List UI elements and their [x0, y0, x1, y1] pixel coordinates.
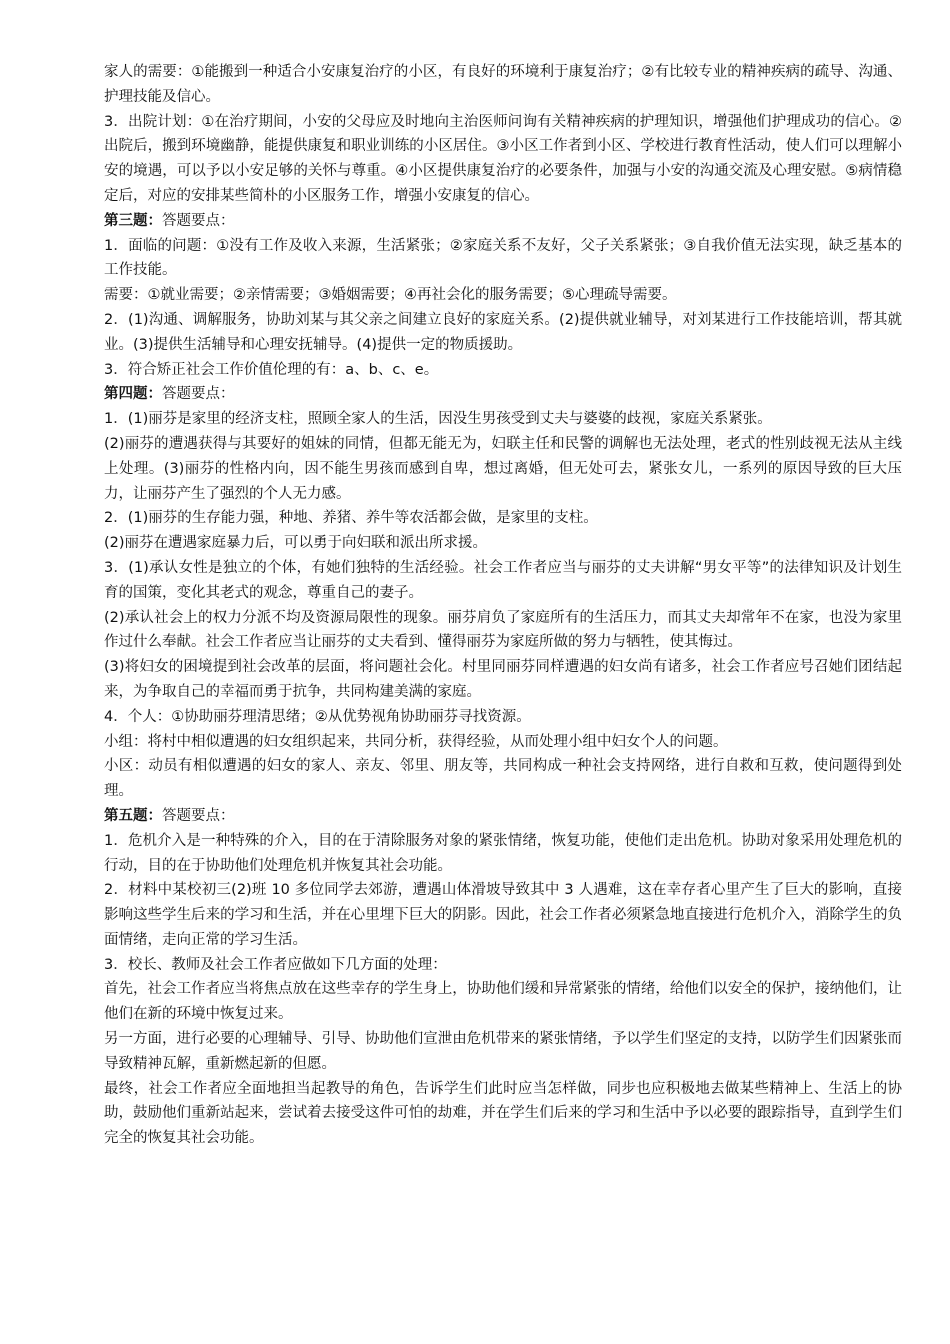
paragraph: 需要：①就业需要；②亲情需要；③婚姻需要；④再社会化的服务需要；⑤心理疏导需要。	[104, 287, 677, 304]
paragraph: 2．材料中某校初三(2)班 10 多位同学去郊游，遭遇山体滑坡导致其中 3 人遇难，这在幸存者心里产生了巨大的影响，直接影响这些学生后来的学习和生活，并在心里埋下巨大的阴影。因此，社会工作者必须紧急地直接进行危机介入，消除学生的负面情绪，走向正常的学习生活。	[104, 882, 902, 948]
paragraph: (2)承认社会上的权力分派不均及资源局限性的现象。丽芬肩负了家庭所有的生活压力，而其丈夫却常年不在家，也没为家里作过什么奉献。社会工作者应当让丽芬的丈夫看到、懂得丽芬为家庭所做的努力与牺牲，使其悔过。	[104, 609, 902, 651]
paragraph: 另一方面，进行必要的心理辅导、引导、协助他们宣泄由危机带来的紧张情绪，予以学生们坚定的支持，以防学生们因紧张而导致精神瓦解，重新燃起新的但愿。	[104, 1031, 902, 1072]
paragraph: 3．校长、教师及社会工作者应做如下几方面的处理：	[104, 956, 447, 973]
paragraph: (2)丽芬在遭遇家庭暴力后，可以勇于向妇联和派出所求援。	[104, 535, 488, 552]
heading-label: 第三题：	[104, 212, 162, 229]
heading-label: 第四题：	[104, 386, 162, 403]
heading-tail: 答题要点：	[162, 212, 235, 229]
document-body	[104, 60, 902, 1151]
section-heading-3	[104, 209, 902, 234]
paragraph: 家人的需要：①能搬到一种适合小安康复治疗的小区，有良好的环境利于康复治疗；②有比较专业的精神疾病的疏导、沟通、护理技能及信心。	[104, 64, 902, 105]
paragraph: 1．(1)丽芬是家里的经济支柱，照顾全家人的生活，因没生男孩受到丈夫与婆婆的歧视，家庭关系紧张。	[104, 411, 772, 428]
paragraph: (2)丽芬的遭遇获得与其要好的姐妹的同情，但都无能无为，妇联主任和民警的调解也无法处理，老式的性别歧视无法从主线上处理。(3)丽芬的性格内向，因不能生男孩而感到自卑，想过离婚，但无处可去，紧张女儿，一系列的原因导致的巨大压力，让丽芬产生了强烈的个人无力感。	[104, 435, 902, 502]
section-heading-4	[104, 382, 902, 407]
paragraph: 4．个人：①协助丽芬理清思绪；②从优势视角协助丽芬寻找资源。	[104, 708, 531, 725]
paragraph: 3．符合矫正社会工作价值伦理的有：a、b、c、e。	[104, 361, 439, 378]
section-heading-5	[104, 804, 902, 829]
heading-tail: 答题要点：	[162, 807, 235, 824]
heading-tail: 答题要点：	[162, 386, 235, 403]
paragraph: 1．面临的问题：①没有工作及收入来源，生活紧张；②家庭关系不友好，父子关系紧张；③自我价值无法实现，缺乏基本的工作技能。	[104, 237, 902, 279]
paragraph: 3．出院计划：①在治疗期间，小安的父母应及时地向主治医师问询有关精神疾病的护理知识，增强他们护理成功的信心。②出院后，搬到环境幽静，能提供康复和职业训练的小区居住。③小区工作者到小区、学校进行教育性活动，使人们可以理解小安的境遇，可以予以小安足够的关怀与尊重。④小区提供康复治疗的必要条件，加强与小安的沟通交流及心理安慰。⑤病情稳定后，对应的安排某些简朴的小区服务工作，增强小安康复的信心。	[104, 113, 902, 204]
paragraph: (3)将妇女的困境提到社会改革的层面，将问题社会化。村里同丽芬同样遭遇的妇女尚有诸多，社会工作者应号召她们团结起来，为争取自己的幸福而勇于抗争，共同构建美满的家庭。	[104, 659, 902, 700]
paragraph: 2．(1)丽芬的生存能力强，种地、养猪、养牛等农活都会做，是家里的支柱。	[104, 510, 598, 527]
paragraph: 首先，社会工作者应当将焦点放在这些幸存的学生身上，协助他们缓和异常紧张的情绪，给他们以安全的保护，接纳他们，让他们在新的环境中恢复过来。	[104, 981, 902, 1023]
paragraph: 小区：动员有相似遭遇的妇女的家人、亲友、邻里、朋友等，共同构成一种社会支持网络，进行自救和互救，使问题得到处理。	[104, 758, 902, 800]
paragraph: 3．(1)承认女性是独立的个体，有她们独特的生活经验。社会工作者应当与丽芬的丈夫讲解“男女平等”的法律知识及计划生育的国策，变化其老式的观念，尊重自己的妻子。	[104, 559, 902, 601]
heading-label: 第五题：	[104, 807, 162, 824]
paragraph: 2．(1)沟通、调解服务，协助刘某与其父亲之间建立良好的家庭关系。(2)提供就业辅导，对刘某进行工作技能培训，帮其就业。(3)提供生活辅导和心理安抚辅导。(4)提供一定的物质援助。	[104, 311, 902, 353]
paragraph: 小组：将村中相似遭遇的妇女组织起来，共同分析，获得经验，从而处理小组中妇女个人的问题。	[104, 733, 728, 750]
paragraph: 最终，社会工作者应全面地担当起教导的角色，告诉学生们此时应当怎样做，同步也应积极地去做某些精神上、生活上的协助，鼓励他们重新站起来，尝试着去接受这件可怕的劫难，并在学生们后来的学习和生活中予以必要的跟踪指导，直到学生们完全的恢复其社会功能。	[104, 1080, 902, 1147]
paragraph: 1．危机介入是一种特殊的介入，目的在于清除服务对象的紧张情绪，恢复功能，使他们走出危机。协助对象采用处理危机的行动，目的在于协助他们处理危机并恢复其社会功能。	[104, 832, 902, 874]
